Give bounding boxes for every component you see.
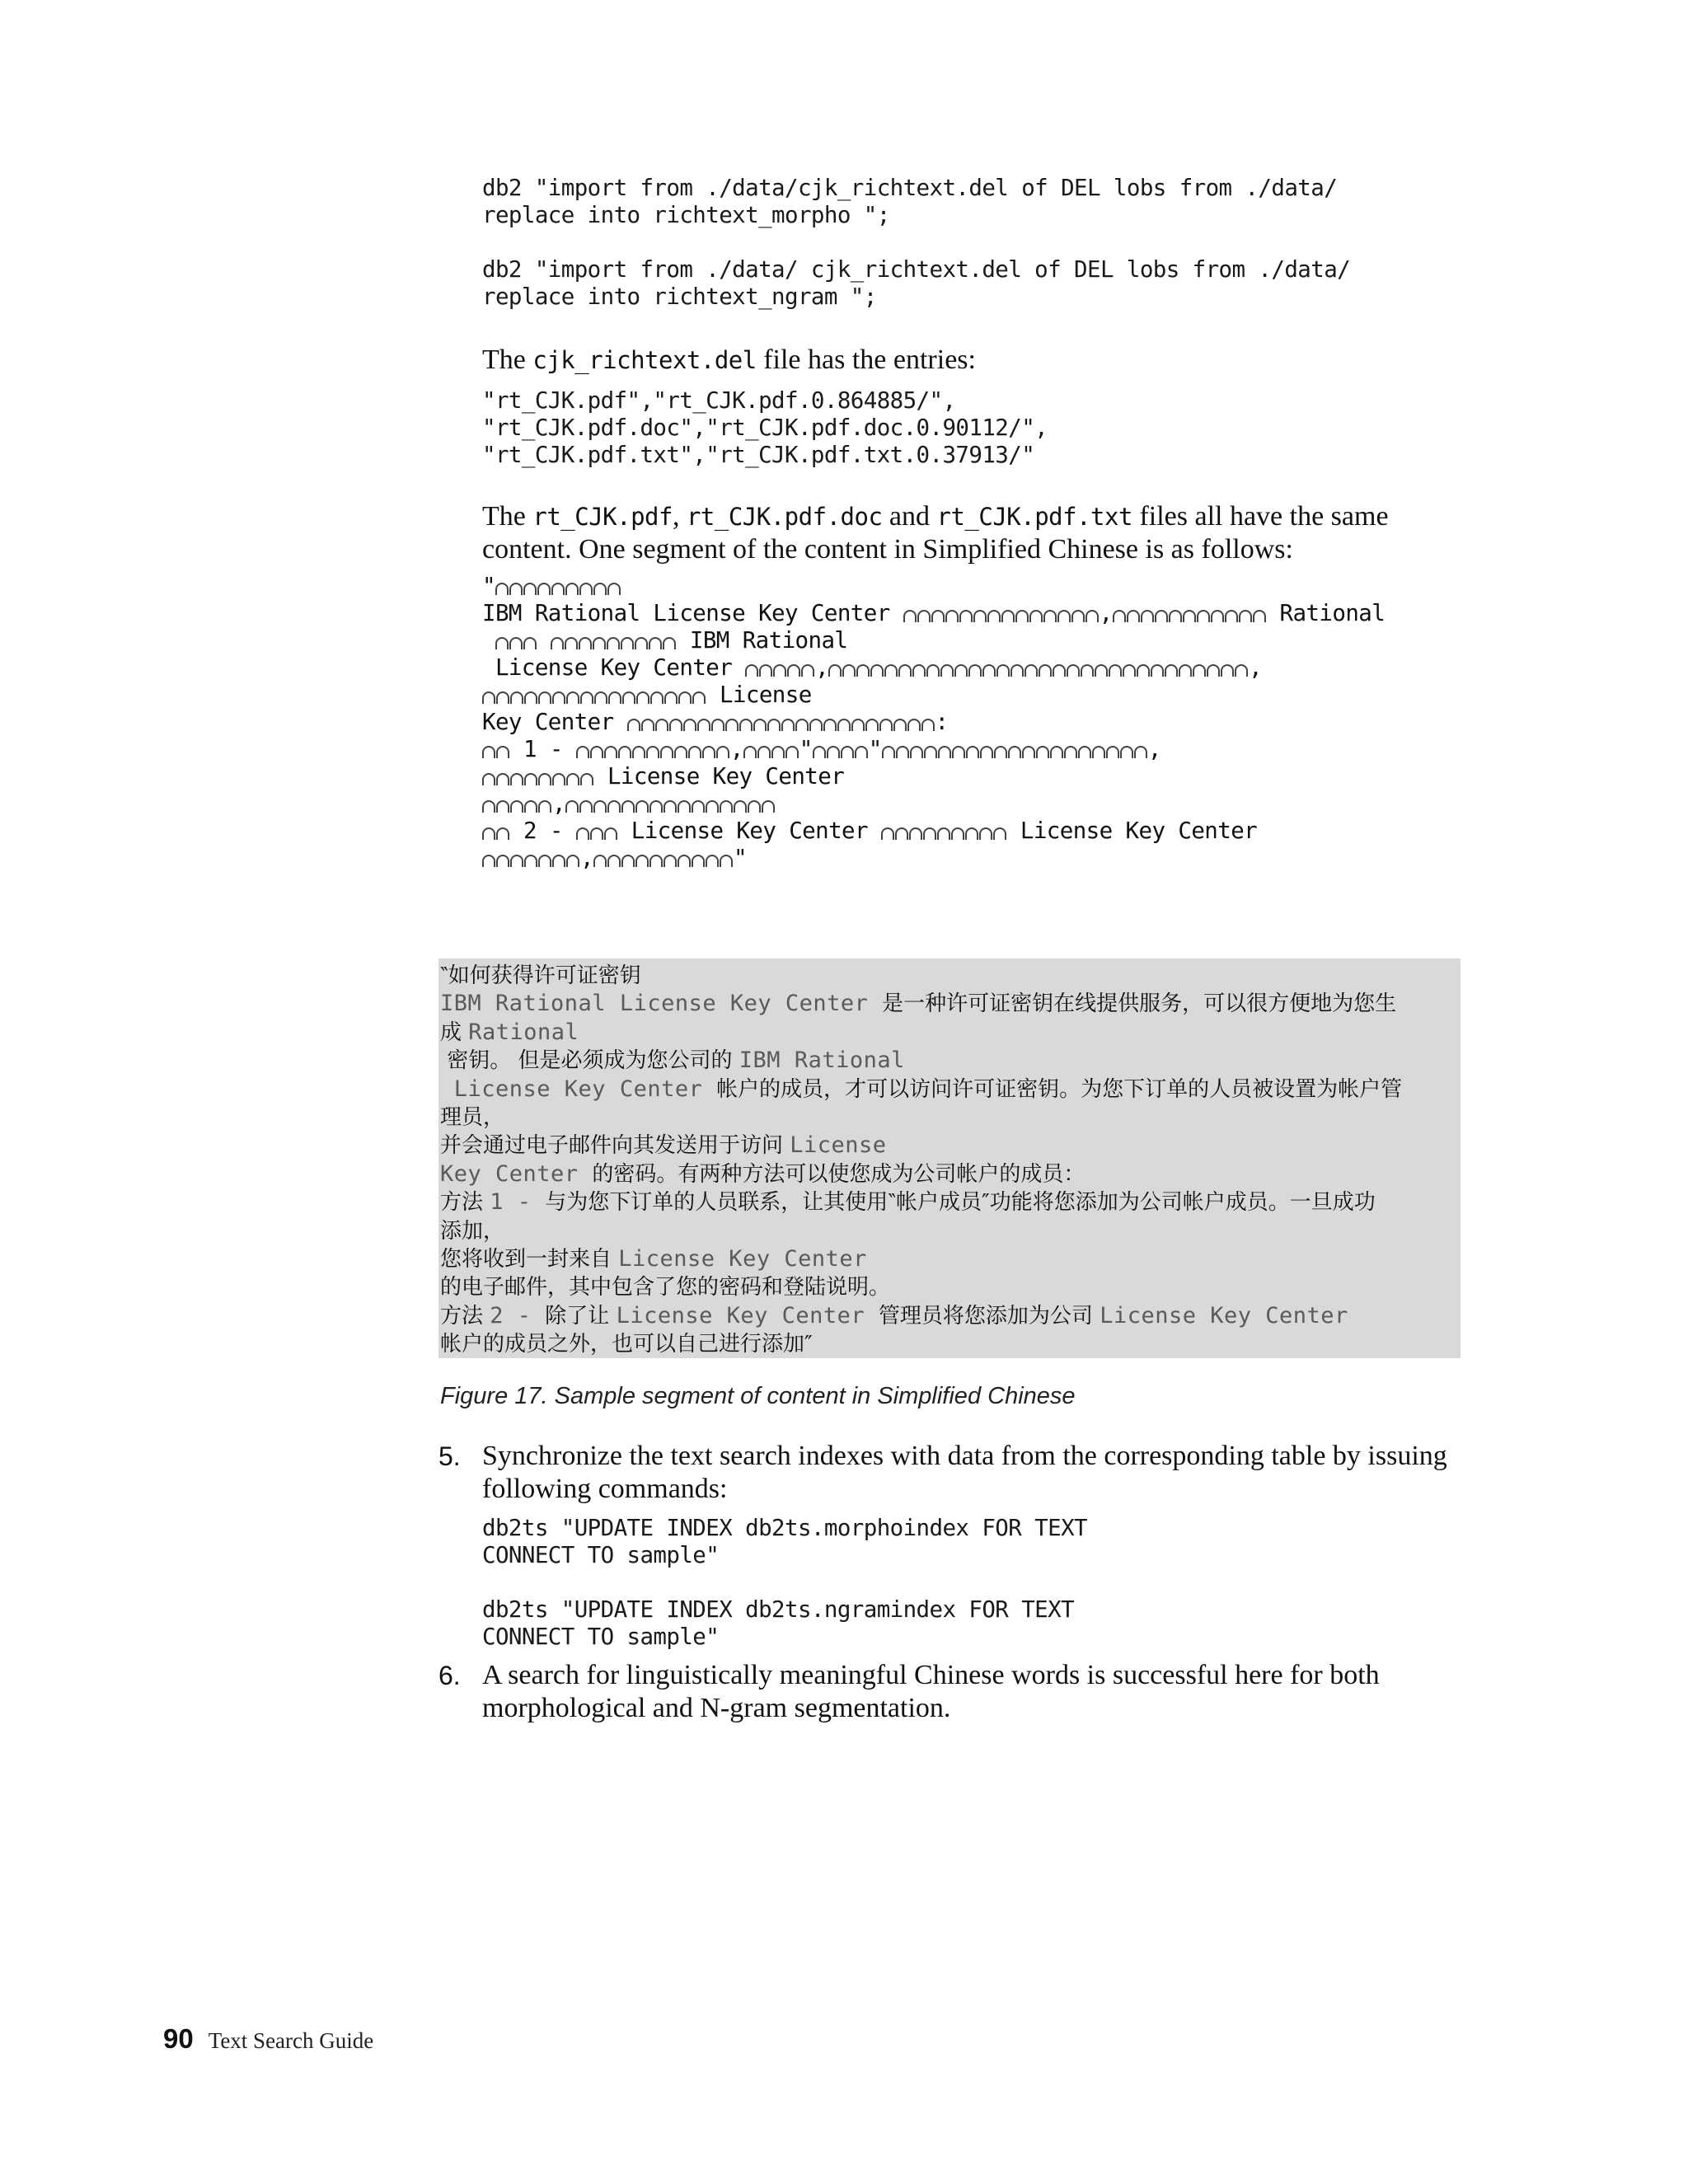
figure-line: ‶如何获得许可证密钥: [440, 963, 641, 988]
missing-glyph-icon: [523, 583, 537, 595]
missing-glyph-icon: [593, 800, 607, 813]
update-index-commands-code: db2ts "UPDATE INDEX db2ts.morphoindex FOR TEXT CONNECT TO sample" db2ts "UPDATE INDEX db2ts.ngramindex FOR TEXT CONNECT TO sample": [482, 1515, 1087, 1650]
content-intro-file2: rt_CJK.pdf.doc: [686, 503, 883, 531]
missing-glyph-icon: [827, 746, 840, 758]
missing-glyph-icon: [1207, 664, 1220, 677]
missing-glyph-icon: [1239, 610, 1252, 622]
figure-caption: Figure 17. Sample segment of content in Simplified Chinese: [440, 1383, 1076, 1409]
missing-glyph-icon: [580, 691, 593, 704]
missing-glyph-icon: [842, 664, 856, 677]
intro-suffix: file has the entries:: [756, 344, 976, 375]
missing-glyph-icon: [884, 664, 898, 677]
missing-glyph-icon: [1092, 746, 1105, 758]
missing-glyph-icon: [604, 746, 617, 758]
missing-glyph-icon: [604, 827, 617, 840]
missing-glyph-icon: [743, 746, 757, 758]
missing-glyph-icon: [1064, 746, 1077, 758]
missing-glyph-icon: [1155, 610, 1168, 622]
page-number: 90: [163, 2023, 194, 2054]
missing-glyph-icon: [921, 719, 935, 731]
missing-glyph-icon: [759, 664, 772, 677]
content-intro-file1: rt_CJK.pdf: [532, 503, 673, 531]
segment-content-code: [482, 573, 1385, 872]
missing-glyph-icon: [1141, 610, 1154, 622]
missing-glyph-icon: [576, 746, 589, 758]
missing-glyph-icon: [636, 691, 649, 704]
missing-glyph-icon: [482, 855, 495, 867]
missing-glyph-icon: [495, 583, 509, 595]
missing-glyph-icon: [621, 800, 635, 813]
content-intro-p3: and: [882, 501, 937, 532]
step-6-number: 6.: [438, 1661, 461, 1690]
missing-glyph-icon: [649, 855, 663, 867]
missing-glyph-icon: [940, 664, 954, 677]
missing-glyph-icon: [566, 691, 579, 704]
missing-glyph-icon: [621, 855, 635, 867]
missing-glyph-icon: [580, 773, 593, 785]
missing-glyph-icon: [1225, 610, 1238, 622]
missing-glyph-icon: [837, 719, 851, 731]
missing-glyph-icon: [1085, 610, 1099, 622]
missing-glyph-icon: [1123, 664, 1136, 677]
missing-glyph-icon: [482, 691, 495, 704]
missing-glyph-icon: [1197, 610, 1210, 622]
missing-glyph-icon: [482, 773, 495, 785]
content-intro-p2: ,: [672, 501, 687, 532]
missing-glyph-icon: [1120, 746, 1133, 758]
missing-glyph-icon: [893, 719, 907, 731]
missing-glyph-icon: [538, 855, 551, 867]
figure-17-chinese-content: [438, 958, 1461, 1358]
missing-glyph-icon: [945, 610, 959, 622]
missing-glyph-icon: [538, 691, 551, 704]
missing-glyph-icon: [523, 637, 537, 649]
segment-line: Key Center :: [482, 709, 949, 735]
missing-glyph-icon: [711, 719, 724, 731]
missing-glyph-icon: [618, 746, 631, 758]
missing-glyph-icon: [706, 800, 719, 813]
missing-glyph-icon: [923, 827, 936, 840]
missing-glyph-icon: [1081, 664, 1094, 677]
missing-glyph-icon: [627, 719, 640, 731]
missing-glyph-icon: [720, 855, 733, 867]
missing-glyph-icon: [907, 719, 921, 731]
missing-glyph-icon: [987, 610, 1001, 622]
missing-glyph-icon: [898, 664, 912, 677]
missing-glyph-icon: [552, 855, 565, 867]
missing-glyph-icon: [954, 664, 968, 677]
missing-glyph-icon: [649, 800, 663, 813]
missing-glyph-icon: [1127, 610, 1140, 622]
missing-glyph-icon: [565, 583, 579, 595]
missing-glyph-icon: [1067, 664, 1080, 677]
missing-glyph-icon: [496, 691, 509, 704]
missing-glyph-icon: [1235, 664, 1248, 677]
missing-glyph-icon: [903, 610, 917, 622]
missing-glyph-icon: [635, 800, 649, 813]
missing-glyph-icon: [1001, 610, 1015, 622]
missing-glyph-icon: [1253, 610, 1266, 622]
missing-glyph-icon: [702, 746, 715, 758]
missing-glyph-icon: [509, 583, 523, 595]
import-commands-code: db2 "import from ./data/cjk_richtext.del of DEL lobs from ./data/ replace into richtext_morpho "; db2 "import from ./data/ cjk_richtext.del of DEL lobs from ./data/ replace into richtext_ngram ";: [482, 175, 1351, 310]
missing-glyph-icon: [566, 855, 579, 867]
missing-glyph-icon: [552, 773, 565, 785]
missing-glyph-icon: [801, 664, 814, 677]
missing-glyph-icon: [1151, 664, 1164, 677]
missing-glyph-icon: [1109, 664, 1122, 677]
segment-line: License Key Center , ,: [482, 654, 1263, 681]
missing-glyph-icon: [979, 827, 992, 840]
missing-glyph-icon: [725, 719, 738, 731]
missing-glyph-icon: [678, 800, 691, 813]
missing-glyph-icon: [669, 719, 682, 731]
missing-glyph-icon: [716, 746, 729, 758]
missing-glyph-icon: [664, 691, 678, 704]
missing-glyph-icon: [896, 746, 909, 758]
missing-glyph-icon: [579, 800, 593, 813]
missing-glyph-icon: [938, 746, 951, 758]
missing-glyph-icon: [510, 691, 523, 704]
missing-glyph-icon: [482, 800, 495, 813]
figure-line: 成 Rational: [440, 1019, 579, 1045]
missing-glyph-icon: [781, 719, 795, 731]
file-entries-intro: [482, 344, 976, 377]
step-5-number: 5.: [438, 1441, 461, 1471]
missing-glyph-icon: [1039, 664, 1052, 677]
missing-glyph-icon: [697, 719, 710, 731]
missing-glyph-icon: [678, 691, 692, 704]
figure-line: 理员，: [440, 1104, 505, 1130]
segment-line: 2 - License Key Center License Key Center: [482, 818, 1385, 845]
missing-glyph-icon: [649, 637, 662, 649]
missing-glyph-icon: [692, 800, 705, 813]
missing-glyph-icon: [856, 664, 870, 677]
missing-glyph-icon: [917, 610, 931, 622]
missing-glyph-icon: [1015, 610, 1029, 622]
segment-line: 1 - , " " ,: [482, 736, 1385, 763]
content-intro-paragraph: [482, 500, 1463, 566]
missing-glyph-icon: [495, 637, 509, 649]
missing-glyph-icon: [590, 827, 603, 840]
content-intro-p4: files all have the same content. One segment of the content in Simplified Chinese is as follows:: [482, 501, 1389, 565]
missing-glyph-icon: [959, 610, 973, 622]
missing-glyph-icon: [496, 855, 509, 867]
missing-glyph-icon: [509, 637, 523, 649]
missing-glyph-icon: [655, 719, 668, 731]
content-intro-p1: The: [482, 501, 533, 532]
missing-glyph-icon: [524, 691, 537, 704]
figure-line: License Key Center 帐户的成员，才可以访问许可证密钥。为您下订单的人员被设置为帐户管: [440, 1076, 1403, 1102]
missing-glyph-icon: [1193, 664, 1206, 677]
missing-glyph-icon: [607, 583, 621, 595]
missing-glyph-icon: [739, 719, 753, 731]
missing-glyph-icon: [881, 827, 894, 840]
content-intro-file3: rt_CJK.pdf.txt: [936, 503, 1132, 531]
missing-glyph-icon: [1010, 664, 1024, 677]
missing-glyph-icon: [931, 610, 945, 622]
missing-glyph-icon: [968, 664, 982, 677]
missing-glyph-icon: [1165, 664, 1178, 677]
missing-glyph-icon: [576, 827, 589, 840]
missing-glyph-icon: [692, 691, 706, 704]
missing-glyph-icon: [1134, 746, 1147, 758]
missing-glyph-icon: [683, 719, 696, 731]
missing-glyph-icon: [692, 855, 705, 867]
missing-glyph-icon: [632, 746, 645, 758]
missing-glyph-icon: [510, 855, 523, 867]
missing-glyph-icon: [579, 637, 592, 649]
missing-glyph-icon: [566, 773, 579, 785]
figure-line: 方法 1 - 与为您下订单的人员联系，让其使用‶帐户成员″功能将您添加为公司帐户成员。一旦成功: [440, 1189, 1376, 1216]
missing-glyph-icon: [994, 746, 1007, 758]
missing-glyph-icon: [510, 800, 523, 813]
segment-line: ,: [482, 790, 1385, 818]
missing-glyph-icon: [565, 637, 578, 649]
missing-glyph-icon: [1008, 746, 1021, 758]
missing-glyph-icon: [757, 746, 771, 758]
missing-glyph-icon: [635, 855, 649, 867]
missing-glyph-icon: [660, 746, 673, 758]
footer-title: Text Search Guide: [208, 2028, 374, 2053]
missing-glyph-icon: [621, 637, 634, 649]
missing-glyph-icon: [855, 746, 868, 758]
missing-glyph-icon: [635, 637, 648, 649]
missing-glyph-icon: [1022, 746, 1035, 758]
missing-glyph-icon: [926, 664, 940, 677]
missing-glyph-icon: [965, 827, 978, 840]
missing-glyph-icon: [1025, 664, 1038, 677]
missing-glyph-icon: [646, 746, 659, 758]
step-5-text: Synchronize the text search indexes with data from the corresponding table by issuing following commands:: [482, 1441, 1447, 1504]
missing-glyph-icon: [607, 855, 621, 867]
missing-glyph-icon: [1169, 610, 1182, 622]
missing-glyph-icon: [1050, 746, 1063, 758]
missing-glyph-icon: [767, 719, 781, 731]
figure-line: 方法 2 - 除了让 License Key Center 管理员将您添加为公司 License Key Center: [440, 1302, 1348, 1329]
missing-glyph-icon: [607, 637, 620, 649]
missing-glyph-icon: [706, 855, 719, 867]
intro-prefix: The: [482, 344, 533, 375]
figure-line: 您将收到一封来自 License Key Center: [440, 1245, 867, 1272]
segment-line: ": [482, 573, 1385, 600]
missing-glyph-icon: [773, 664, 786, 677]
missing-glyph-icon: [982, 664, 996, 677]
missing-glyph-icon: [663, 800, 677, 813]
missing-glyph-icon: [1029, 610, 1043, 622]
missing-glyph-icon: [720, 800, 733, 813]
missing-glyph-icon: [870, 664, 884, 677]
figure-line: 密钥。 但是必须成为您公司的 IBM Rational: [440, 1047, 905, 1074]
missing-glyph-icon: [1137, 664, 1150, 677]
missing-glyph-icon: [1043, 610, 1057, 622]
missing-glyph-icon: [993, 827, 1006, 840]
missing-glyph-icon: [895, 827, 908, 840]
step-6-text: A search for linguistically meaningful Chinese words is successful here for both morphological and N-gram segmentation.: [482, 1660, 1380, 1723]
missing-glyph-icon: [524, 773, 537, 785]
file-entries-code: "rt_CJK.pdf","rt_CJK.pdf.0.864885/", "rt_CJK.pdf.doc","rt_CJK.pdf.doc.0.90112/", "rt_CJK.pdf.txt","rt_CJK.pdf.txt.0.37913/": [482, 387, 1048, 468]
missing-glyph-icon: [551, 583, 565, 595]
missing-glyph-icon: [674, 746, 687, 758]
missing-glyph-icon: [565, 800, 579, 813]
figure-line: IBM Rational License Key Center 是一种许可证密钥在线提供服务，可以很方便地为您生: [440, 991, 1397, 1017]
figure-line: 并会通过电子邮件向其发送用于访问 License: [440, 1132, 887, 1159]
missing-glyph-icon: [590, 746, 603, 758]
missing-glyph-icon: [748, 800, 761, 813]
missing-glyph-icon: [622, 691, 635, 704]
missing-glyph-icon: [1071, 610, 1085, 622]
missing-glyph-icon: [496, 827, 509, 840]
missing-glyph-icon: [1057, 610, 1071, 622]
missing-glyph-icon: [688, 746, 701, 758]
missing-glyph-icon: [641, 719, 654, 731]
missing-glyph-icon: [1179, 664, 1192, 677]
missing-glyph-icon: [879, 719, 893, 731]
missing-glyph-icon: [795, 719, 809, 731]
segment-line: IBM Rational: [482, 627, 1385, 654]
missing-glyph-icon: [1036, 746, 1049, 758]
segment-line: IBM Rational License Key Center , Rational: [482, 600, 1386, 626]
missing-glyph-icon: [594, 691, 607, 704]
segment-line: License Key Center: [482, 763, 1385, 790]
missing-glyph-icon: [828, 664, 842, 677]
missing-glyph-icon: [1221, 664, 1234, 677]
missing-glyph-icon: [823, 719, 837, 731]
missing-glyph-icon: [524, 855, 537, 867]
missing-glyph-icon: [734, 800, 747, 813]
missing-glyph-icon: [787, 664, 800, 677]
missing-glyph-icon: [785, 746, 799, 758]
missing-glyph-icon: [910, 746, 923, 758]
missing-glyph-icon: [809, 719, 823, 731]
missing-glyph-icon: [496, 746, 509, 758]
missing-glyph-icon: [924, 746, 937, 758]
missing-glyph-icon: [538, 800, 551, 813]
missing-glyph-icon: [980, 746, 993, 758]
missing-glyph-icon: [524, 800, 537, 813]
missing-glyph-icon: [1113, 610, 1126, 622]
missing-glyph-icon: [496, 800, 509, 813]
missing-glyph-icon: [973, 610, 987, 622]
missing-glyph-icon: [851, 719, 865, 731]
missing-glyph-icon: [482, 746, 495, 758]
missing-glyph-icon: [937, 827, 950, 840]
missing-glyph-icon: [966, 746, 979, 758]
missing-glyph-icon: [1053, 664, 1066, 677]
missing-glyph-icon: [510, 773, 523, 785]
missing-glyph-icon: [650, 691, 663, 704]
missing-glyph-icon: [551, 637, 564, 649]
missing-glyph-icon: [607, 800, 621, 813]
missing-glyph-icon: [753, 719, 767, 731]
missing-glyph-icon: [865, 719, 879, 731]
figure-line: 的电子邮件，其中包含了您的密码和登陆说明。: [440, 1275, 891, 1301]
missing-glyph-icon: [608, 691, 621, 704]
missing-glyph-icon: [909, 827, 922, 840]
intro-filename: cjk_richtext.del: [532, 346, 757, 374]
missing-glyph-icon: [745, 664, 758, 677]
missing-glyph-icon: [813, 746, 826, 758]
segment-line: License: [482, 682, 1385, 709]
missing-glyph-icon: [593, 855, 607, 867]
missing-glyph-icon: [1078, 746, 1091, 758]
missing-glyph-icon: [593, 637, 606, 649]
missing-glyph-icon: [951, 827, 964, 840]
figure-line: 帐户的成员之外，也可以自己进行添加″: [440, 1332, 813, 1357]
missing-glyph-icon: [841, 746, 854, 758]
missing-glyph-icon: [537, 583, 551, 595]
missing-glyph-icon: [912, 664, 926, 677]
figure-line: Key Center 的密码。有两种方法可以使您成为公司帐户的成员：: [440, 1160, 1085, 1187]
missing-glyph-icon: [678, 855, 691, 867]
missing-glyph-icon: [1183, 610, 1196, 622]
missing-glyph-icon: [496, 773, 509, 785]
missing-glyph-icon: [1211, 610, 1224, 622]
missing-glyph-icon: [552, 691, 565, 704]
missing-glyph-icon: [538, 773, 551, 785]
missing-glyph-icon: [996, 664, 1010, 677]
missing-glyph-icon: [952, 746, 965, 758]
missing-glyph-icon: [593, 583, 607, 595]
missing-glyph-icon: [579, 583, 593, 595]
missing-glyph-icon: [1095, 664, 1108, 677]
page-footer: [163, 2023, 373, 2055]
segment-line: , ": [482, 845, 1385, 872]
missing-glyph-icon: [771, 746, 785, 758]
missing-glyph-icon: [663, 855, 677, 867]
missing-glyph-icon: [882, 746, 895, 758]
missing-glyph-icon: [762, 800, 775, 813]
missing-glyph-icon: [482, 827, 495, 840]
missing-glyph-icon: [1106, 746, 1119, 758]
figure-line: 添加，: [440, 1218, 505, 1244]
missing-glyph-icon: [663, 637, 676, 649]
